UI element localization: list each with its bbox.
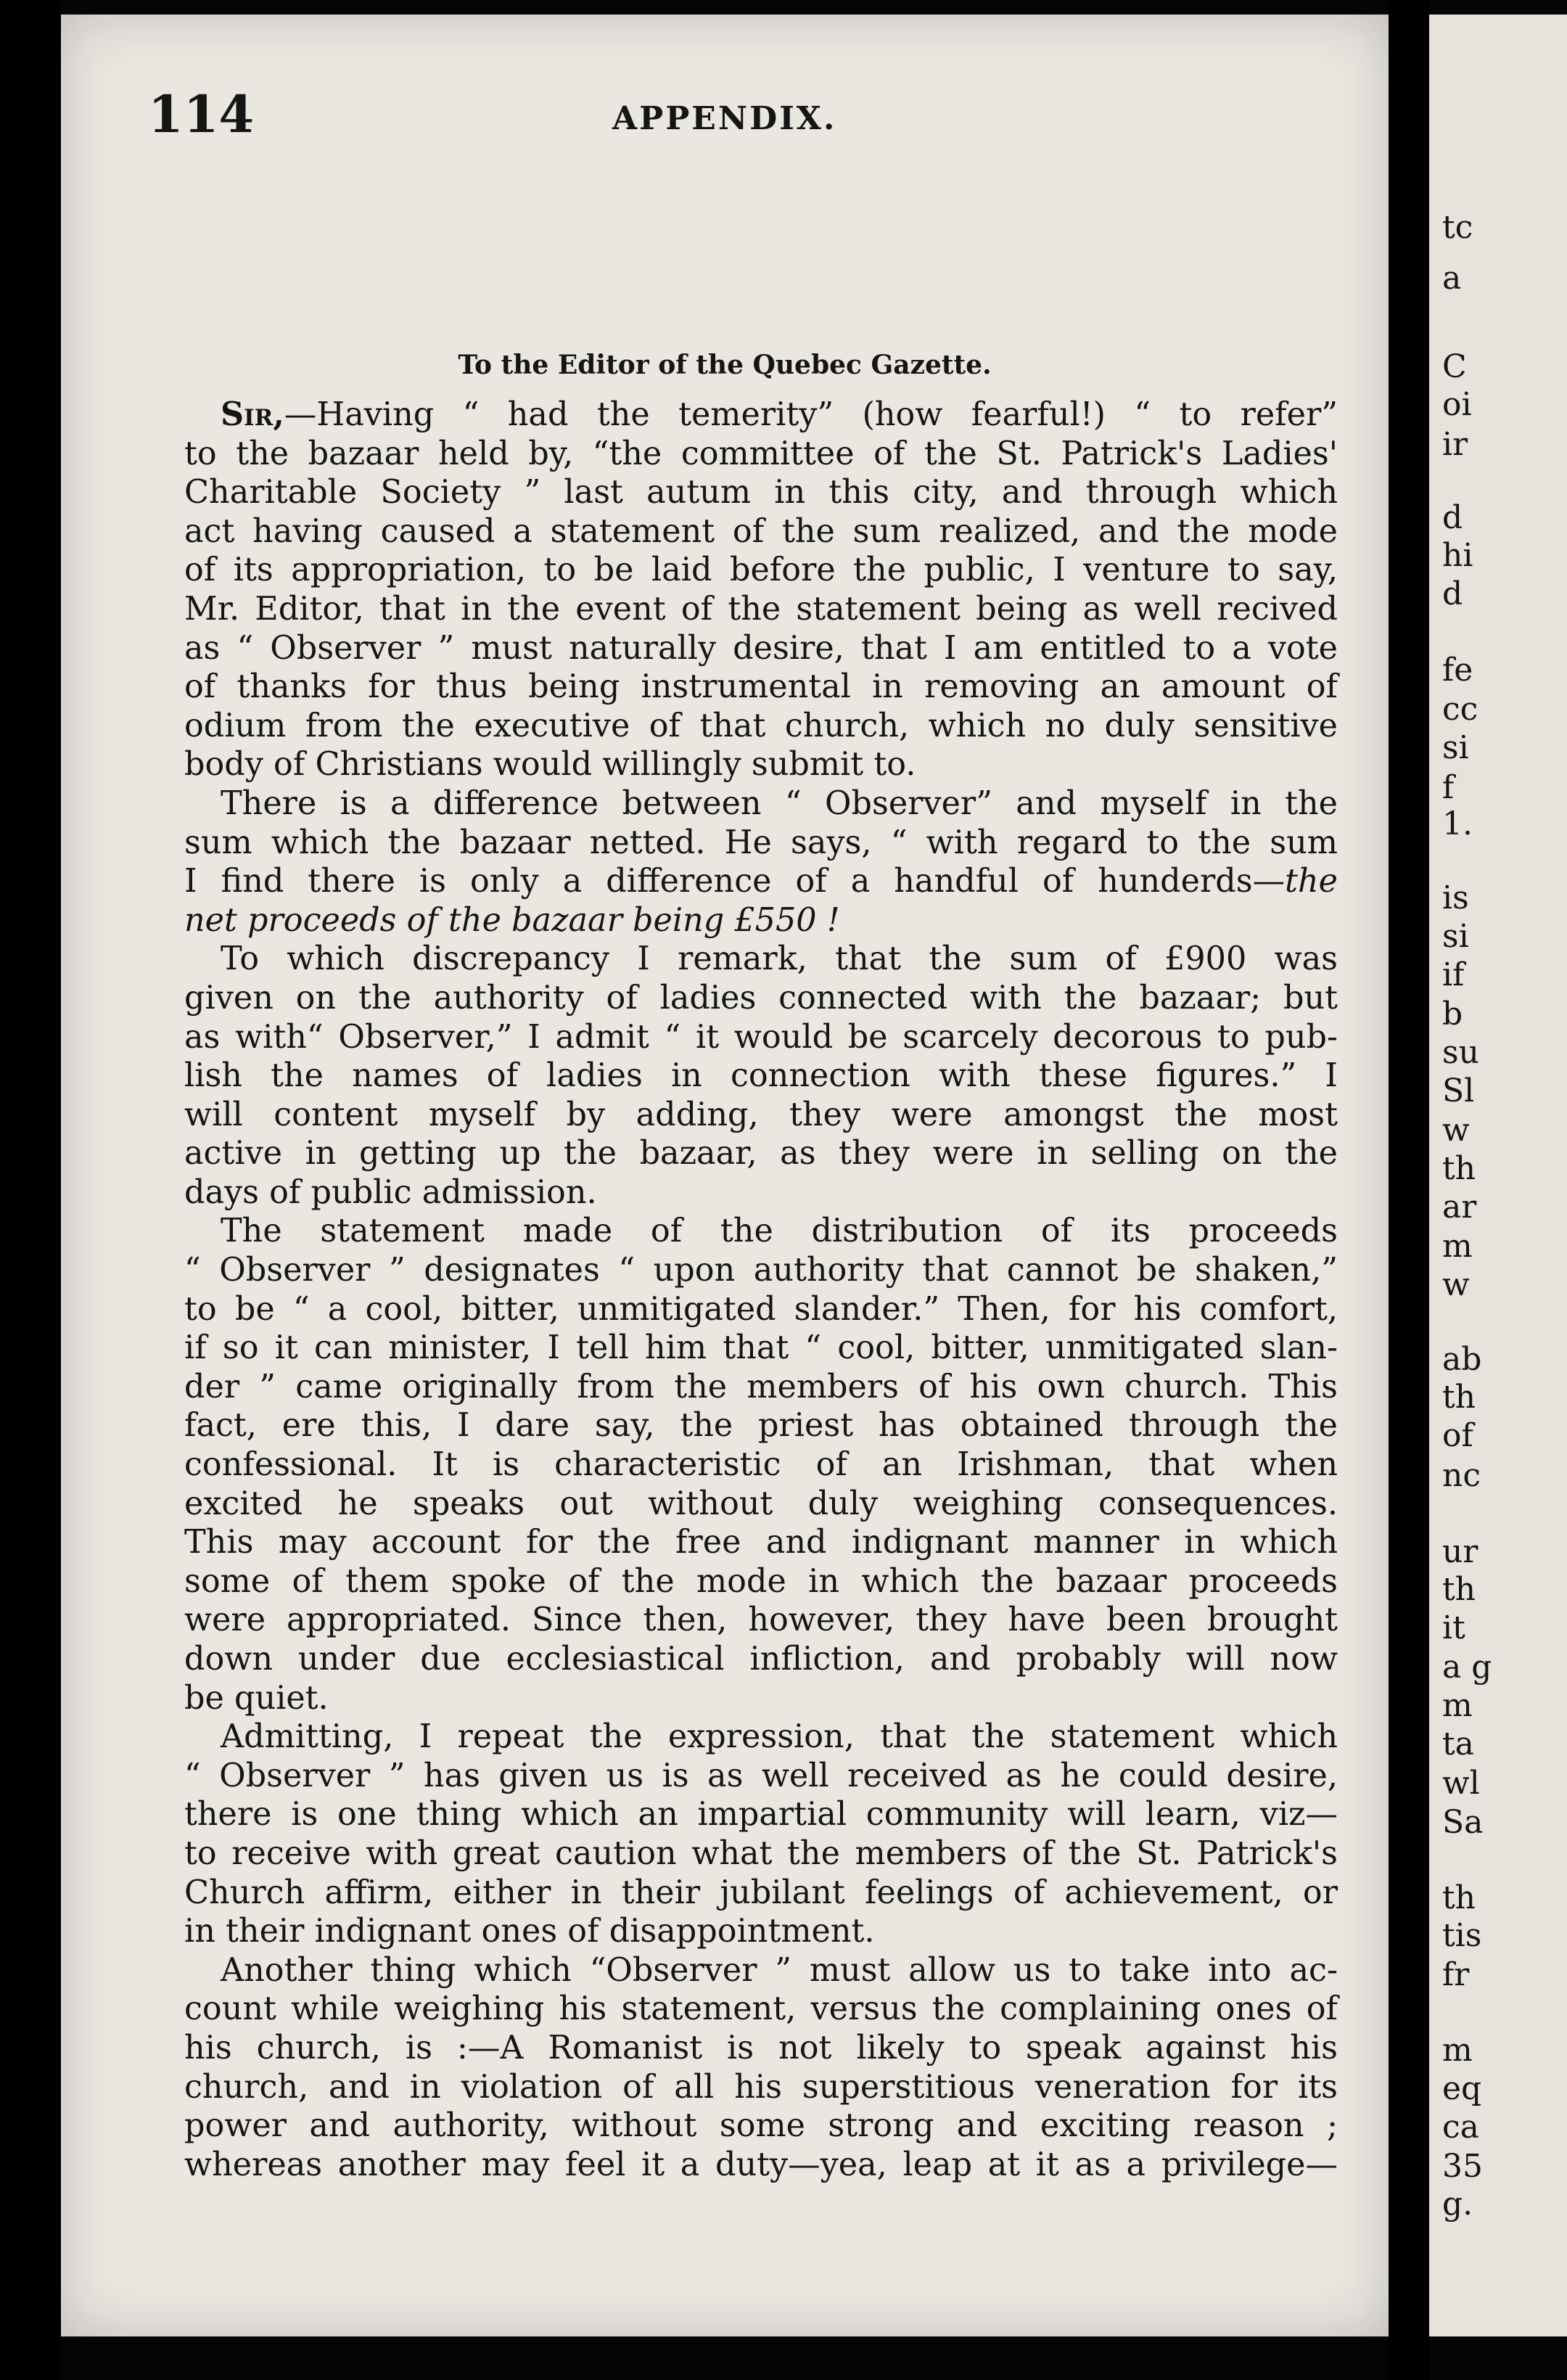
adjacent-page-fragment: w [1442,1112,1470,1149]
salutation: Sir, [221,395,284,433]
text-line: net proceeds of the bazaar being £550 ! [184,901,840,939]
adjacent-page-fragment: b [1442,996,1463,1033]
adjacent-page-fragment: m [1442,1228,1473,1265]
italic-phrase: the [1285,863,1338,900]
adjacent-page-fragment: th [1442,1879,1476,1916]
text-line: lish the names of ladies in connection with these figures.” I [184,1057,1338,1095]
letter-body [184,395,1338,2184]
adjacent-page-fragment: oi [1442,386,1472,423]
adjacent-page-fragment: ca [1442,2109,1479,2146]
text-line: Mr. Editor, that in the event of the statement being as well recived [184,590,1338,628]
text-line: Charitable Society ” last autum in this city, and through which [184,474,1338,512]
text-line: Sir,—Having “ had the temerity” (how fearful!) “ to refer” [221,395,1338,433]
text-line: This may account for the free and indignant manner in which [184,1524,1338,1562]
text-line: will content myself by adding, they were amongst the most [184,1096,1338,1133]
adjacent-page-fragment: cc [1442,691,1478,728]
adjacent-page-fragment: w [1442,1266,1470,1303]
adjacent-page-fragment: th [1442,1379,1476,1416]
adjacent-page-fragment: si [1442,918,1469,955]
text-line: The statement made of the distribution of its proceeds [221,1212,1338,1250]
text-line: To which discrepancy I remark, that the sum of £900 was [221,940,1338,978]
adjacent-page-fragment: it [1442,1609,1465,1646]
adjacent-page-fragment: tis [1442,1917,1482,1954]
adjacent-page-fragment: wl [1442,1765,1480,1802]
text-line: act having caused a statement of the sum realized, and the mode [184,512,1338,550]
text-line: body of Christians would willingly submit to. [184,746,916,784]
book-gutter [1389,0,1429,2380]
adjacent-page-fragment: th [1442,1571,1476,1608]
text-line: whereas another may feel it a duty—yea, leap at it as a privilege— [184,2146,1338,2183]
page-number: 114 [148,84,255,144]
adjacent-page-fragment: fr [1442,1956,1470,1993]
text-line: sum which the bazaar netted. He says, “ with regard to the sum [184,824,1338,861]
text-line: der ” came originally from the members of his own church. This [184,1368,1338,1406]
text-line: active in getting up the bazaar, as they were in selling on the [184,1135,1338,1173]
text-line: “ Observer ” designates “ upon authority that cannot be shaken,” [184,1252,1338,1289]
adjacent-page-fragment: nc [1442,1457,1481,1494]
text-line: his church, is :—A Romanist is not likely to speak against his [184,2029,1338,2067]
text-line: down under due ecclesiastical infliction, and probably will now [184,1641,1338,1678]
adjacent-page-fragment: d [1442,575,1463,612]
running-head: APPENDIX. [612,100,837,137]
adjacent-page-fragment: d [1442,499,1463,536]
text-line: There is a difference between “ Observer” and myself in the [221,784,1338,822]
letter-heading: To the Editor of the Quebec Gazette. [458,350,992,380]
text-line: if so it can minister, I tell him that “ cool, bitter, unmitigated slan- [184,1329,1338,1367]
adjacent-page-fragment: eq [1442,2070,1482,2107]
adjacent-page-fragment: ir [1442,426,1468,463]
book-page [61,15,1389,2336]
text-line: given on the authority of ladies connected with the bazaar; but [184,979,1338,1017]
text-line: odium from the executive of that church, which no duly sensitive [184,707,1338,744]
adjacent-page-fragment: is [1442,879,1469,916]
text-line: days of public admission. [184,1173,597,1211]
adjacent-page-fragment: 1. [1442,805,1473,842]
adjacent-page-fragment: 35 [1442,2148,1483,2185]
adjacent-page-fragment: ab [1442,1341,1482,1378]
adjacent-page-fragment: tc [1442,209,1473,246]
text-line: of its appropriation, to be laid before the public, I venture to say, [184,551,1338,589]
text-line: to receive with great caution what the members of the St. Patrick's [184,1834,1338,1872]
scan-left-border [0,0,61,2380]
text-line: Admitting, I repeat the expression, that the statement which [221,1718,1338,1756]
text-line: to be “ a cool, bitter, unmitigated slander.” Then, for his comfort, [184,1290,1338,1328]
adjacent-page-fragment: a g [1442,1649,1492,1686]
text-line: some of them spoke of the mode in which the bazaar proceeds [184,1562,1338,1600]
text-line: Another thing which “Observer ” must allow us to take into ac- [221,1951,1338,1989]
adjacent-page-fragment: m [1442,2032,1473,2069]
adjacent-page-fragment: fe [1442,652,1473,689]
adjacent-page-fragment: Sa [1442,1804,1484,1841]
adjacent-page-fragment: ta [1442,1726,1474,1763]
adjacent-page-fragment: g. [1442,2186,1473,2223]
adjacent-page-fragment: a [1442,260,1462,297]
text-line: power and authority, without some strong and exciting reason ; [184,2107,1338,2145]
adjacent-page-fragment: th [1442,1150,1476,1187]
text-line: Church affirm, either in their jubilant feelings of achievement, or [184,1874,1338,1911]
text-line: in their indignant ones of disappointment. [184,1913,875,1950]
text-line: of thanks for thus being instrumental in removing an amount of [184,668,1338,706]
adjacent-page-fragment: of [1442,1417,1473,1454]
text-line: there is one thing which an impartial community will learn, viz— [184,1796,1338,1834]
text-line: fact, ere this, I dare say, the priest has obtained through the [184,1407,1338,1445]
text-line: confessional. It is characteristic of an Irishman, that when [184,1446,1338,1484]
adjacent-page-fragment: su [1442,1034,1479,1071]
adjacent-page-edge [1429,15,1567,2336]
text-line: be quiet. [184,1679,329,1717]
text-line: “ Observer ” has given us is as well received as he could desire, [184,1757,1338,1794]
text-line: as with“ Observer,” I admit “ it would be scarcely decorous to pub- [184,1018,1338,1056]
adjacent-page-fragment: C [1442,348,1467,385]
text-line: count while weighing his statement, versus the complaining ones of [184,1990,1338,2028]
adjacent-page-fragment: m [1442,1687,1473,1724]
text-line: church, and in violation of all his superstitious veneration for its [184,2068,1338,2106]
adjacent-page-fragment: ur [1442,1533,1478,1570]
adjacent-page-fragment: if [1442,956,1465,993]
text-line: were appropriated. Since then, however, they have been brought [184,1601,1338,1639]
adjacent-page-fragment: f [1442,769,1455,806]
adjacent-page-fragment: si [1442,729,1469,766]
adjacent-page-fragment: hi [1442,537,1473,574]
text-line: I find there is only a difference of a handful of hunderds—the [184,863,1338,900]
adjacent-page-fragment: Sl [1442,1072,1475,1109]
text-line: excited he speaks out without duly weighing consequences. [184,1485,1338,1522]
text-line: to the bazaar held by, “the committee of the St. Patrick's Ladies' [184,435,1338,472]
adjacent-page-fragment: ar [1442,1189,1477,1226]
text-line: as “ Observer ” must naturally desire, that I am entitled to a vote [184,629,1338,667]
